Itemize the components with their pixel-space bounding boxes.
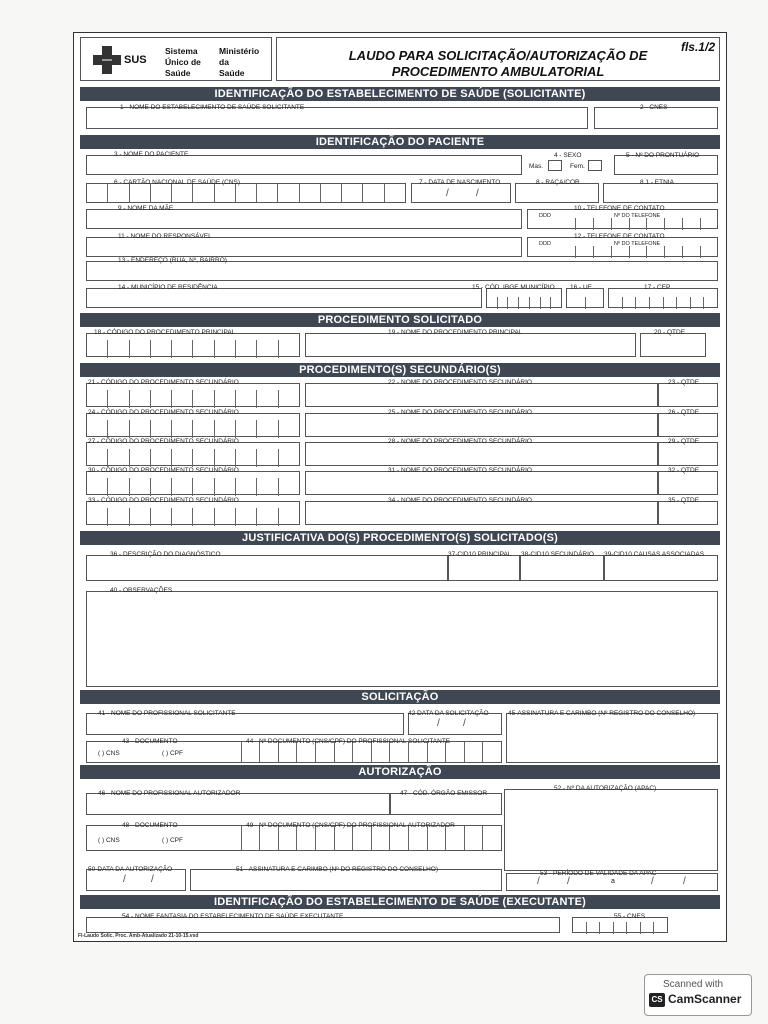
- responsible-name-field[interactable]: [86, 237, 522, 257]
- phone-2-number-label: Nº DO TELEFONE: [614, 241, 661, 247]
- ibge-code-label: 15 - CÓD. IBGE MUNICÍPIO: [472, 284, 555, 291]
- section-paciente-header: IDENTIFICAÇÃO DO PACIENTE: [80, 135, 720, 149]
- authorization-date-field[interactable]: / /: [86, 869, 186, 891]
- main-procedure-qty-field[interactable]: [640, 333, 706, 357]
- main-procedure-name-label: 19 - NOME DO PROCEDIMENTO PRINCIPAL: [388, 329, 523, 336]
- apac-number-field[interactable]: [504, 789, 718, 871]
- section-autorizacao-header: AUTORIZAÇÃO: [80, 765, 720, 779]
- executor-cnes-label: 55 - CNES: [614, 913, 646, 920]
- section-solicitante-header: IDENTIFICAÇÃO DO ESTABELECIMENTO DE SAÚDE (SOLICITANTE): [80, 87, 720, 101]
- section-justificativa-header: JUSTIFICATIVA DO(S) PROCEDIMENTO(S) SOLICITADO(S): [80, 531, 720, 545]
- etnia-field[interactable]: [603, 183, 718, 203]
- phone-2-label: 12 - TELEFONE DE CONTATO: [574, 233, 665, 240]
- observations-label: 40 - OBSERVAÇÕES: [110, 587, 173, 594]
- patient-name-label: 3 - NOME DO PACIENTE: [114, 151, 189, 158]
- secondary-code-label: 21 - CÓDIGO DO PROCEDIMENTO SECUNDÁRIO: [88, 379, 239, 386]
- section-secundarios-header: PROCEDIMENTO(S) SECUNDÁRIO(S): [80, 363, 720, 377]
- requester-signature-field[interactable]: [506, 713, 718, 763]
- address-label: 13 - ENDEREÇO (RUA, Nº, BAIRRO): [118, 257, 227, 264]
- scanned-with-text: Scanned with: [663, 979, 724, 990]
- camscanner-text: CamScanner: [668, 992, 742, 1006]
- form-sheet: [73, 32, 727, 942]
- secondary-name-label: 22 - NOME DO PROCEDIMENTO SECUNDÁRIO: [388, 379, 532, 386]
- phone-1-ddd-label: DDD: [539, 213, 551, 219]
- secondary-name-label: 28 - NOME DO PROCEDIMENTO SECUNDÁRIO: [388, 438, 532, 445]
- requester-name-label: 41 - NOME DO PROFISSIONAL SOLICITANTE: [98, 710, 236, 717]
- secondary-qty-label: 35 - QTDE: [668, 497, 700, 504]
- camscanner-logo-icon: CS: [649, 993, 665, 1007]
- secondary-name-label: 34 - NOME DO PROCEDIMENTO SECUNDÁRIO: [388, 497, 532, 504]
- apac-validity-field[interactable]: / / a / /: [506, 873, 718, 891]
- request-date-label: 42 DATA DA SOLICITAÇÃO: [408, 710, 489, 717]
- secondary-name-field[interactable]: [305, 383, 658, 407]
- main-procedure-code-label: 18 - CÓDIGO DO PROCEDIMENTO PRINCIPAL: [94, 329, 236, 336]
- secondary-code-field[interactable]: [86, 383, 300, 407]
- establishment-name-label: 1 - NOME DO ESTABELECIMENTO DE SAÚDE SOLICITANTE: [120, 104, 305, 111]
- secondary-name-field[interactable]: [305, 413, 658, 437]
- raca-cor-label: 8 - RAÇA/COR: [536, 179, 580, 186]
- ibge-code-field[interactable]: [486, 288, 562, 308]
- secondary-code-label: 30 - CÓDIGO DO PROCEDIMENTO SECUNDÁRIO: [88, 467, 239, 474]
- etnia-label: 8.1 - ETNIA: [640, 179, 674, 186]
- patient-name-field[interactable]: [86, 155, 522, 175]
- form-version-note: FI-Laudo Solic. Proc. Amb-Atualizado 21-10-15.vsd: [78, 933, 199, 939]
- birthdate-field[interactable]: / /: [411, 183, 511, 203]
- authorizer-cpf-option[interactable]: ( ) CPF: [162, 837, 183, 844]
- sus-logo-block: [80, 37, 272, 81]
- cid10-causes-label: 39-CID10 CAUSAS ASSOCIADAS: [604, 551, 705, 558]
- cid10-secondary-label: 38-CID10 SECUNDÁRIO: [521, 551, 594, 558]
- observations-field[interactable]: [86, 591, 718, 687]
- secondary-qty-label: 26 - QTDE: [668, 409, 700, 416]
- secondary-code-field[interactable]: [86, 442, 300, 466]
- responsible-name-label: 11 - NOME DO RESPONSÁVEL: [118, 233, 212, 240]
- secondary-qty-label: 23 - QTDE: [668, 379, 700, 386]
- apac-validity-to: a: [611, 878, 615, 885]
- secondary-qty-field[interactable]: [658, 501, 718, 525]
- cid10-main-field[interactable]: [448, 555, 520, 581]
- mother-name-label: 9 - NOME DA MÃE: [118, 205, 174, 212]
- prontuario-label: 5 - Nº DO PRONTUÁRIO: [626, 152, 700, 159]
- cep-field[interactable]: [608, 288, 718, 308]
- section-procedimento-header: PROCEDIMENTO SOLICITADO: [80, 313, 720, 327]
- cid10-secondary-field[interactable]: [520, 555, 604, 581]
- section-executante-header: IDENTIFICAÇÃO DO ESTABELECIMENTO DE SAÚDE (EXECUTANTE): [80, 895, 720, 909]
- raca-cor-field[interactable]: [515, 183, 599, 203]
- main-procedure-qty-label: 20 - QTDE: [654, 329, 686, 336]
- uf-field[interactable]: [566, 288, 604, 308]
- secondary-code-field[interactable]: [86, 471, 300, 495]
- form-title-line2: PROCEDIMENTO AMBULATORIAL: [391, 64, 605, 79]
- sistema-text: Sistema Único de Saúde: [165, 46, 201, 78]
- cns-label: 6 - CARTÃO NACIONAL DE SAÚDE (CNS): [114, 179, 241, 186]
- sex-label: 4 - SEXO: [554, 152, 582, 159]
- authorizer-document-label: 48 - DOCUMENTO: [122, 822, 178, 829]
- birthdate-label: 7 - DATA DE NASCIMENTO: [419, 179, 501, 186]
- secondary-name-label: 31 - NOME DO PROCEDIMENTO SECUNDÁRIO: [388, 467, 532, 474]
- main-procedure-name-field[interactable]: [305, 333, 636, 357]
- mother-name-field[interactable]: [86, 209, 522, 229]
- requester-doc-number-label: 44 - Nº DOCUMENTO (CNS/CPF) DO PROFISSIONAL SOLICITANTE: [246, 738, 451, 745]
- secondary-qty-field[interactable]: [658, 413, 718, 437]
- sex-fem-checkbox[interactable]: [588, 160, 602, 171]
- sus-label: SUS: [124, 54, 147, 66]
- camscanner-badge: [644, 974, 752, 1016]
- diagnosis-label: 36 - DESCRIÇÃO DO DIAGNÓSTICO: [110, 551, 221, 558]
- requester-cns-option[interactable]: ( ) CNS: [98, 750, 120, 757]
- secondary-code-label: 27 - CÓDIGO DO PROCEDIMENTO SECUNDÁRIO: [88, 438, 239, 445]
- title-block: [276, 37, 720, 81]
- authorizer-cns-option[interactable]: ( ) CNS: [98, 837, 120, 844]
- page-number: fls.1/2: [680, 40, 715, 54]
- cns-field[interactable]: [86, 183, 406, 203]
- secondary-code-label: 24 - CÓDIGO DO PROCEDIMENTO SECUNDÁRIO: [88, 409, 239, 416]
- section-solicitacao-header: SOLICITAÇÃO: [80, 690, 720, 704]
- sex-fem-label: Fem.: [570, 163, 585, 170]
- sex-mas-label: Mas.: [529, 163, 544, 170]
- secondary-code-label: 33 - CÓDIGO DO PROCEDIMENTO SECUNDÁRIO: [88, 497, 239, 504]
- secondary-name-field[interactable]: [305, 471, 658, 495]
- secondary-qty-label: 29 - QTDE: [668, 438, 700, 445]
- requester-signature-label: 45-ASSINATURA E CARIMBO (Nº REGISTRO DO CONSELHO): [508, 710, 696, 717]
- cid10-causes-field[interactable]: [604, 555, 718, 581]
- sus-cross-icon: [93, 46, 121, 74]
- apac-validity-label: 53 - PERÍODO DE VALIDADE DA APAC: [540, 870, 657, 877]
- authorization-date-label: 50-DATA DA AUTORIZAÇÃO: [88, 866, 173, 873]
- secondary-qty-label: 32 - QTDE: [668, 467, 700, 474]
- sex-mas-checkbox[interactable]: [548, 160, 562, 171]
- secondary-code-field[interactable]: [86, 501, 300, 525]
- secondary-code-field[interactable]: [86, 413, 300, 437]
- secondary-name-field[interactable]: [305, 501, 658, 525]
- main-procedure-code-field[interactable]: [86, 333, 300, 357]
- requester-cpf-option[interactable]: ( ) CPF: [162, 750, 183, 757]
- secondary-qty-field[interactable]: [658, 442, 718, 466]
- apac-number-label: 52 - Nº DA AUTORIZAÇÃO (APAC): [554, 785, 657, 792]
- phone-1-number-label: Nº DO TELEFONE: [614, 213, 661, 219]
- address-field[interactable]: [86, 261, 718, 281]
- requester-document-label: 43 - DOCUMENTO: [122, 738, 178, 745]
- phone-1-label: 10 - TELEFONE DE CONTATO: [574, 205, 665, 212]
- uf-label: 16 - UF: [570, 284, 592, 291]
- secondary-name-label: 25 - NOME DO PROCEDIMENTO SECUNDÁRIO: [388, 409, 532, 416]
- cid10-main-label: 37-CID10 PRINCIPAL: [448, 551, 512, 558]
- secondary-qty-field[interactable]: [658, 383, 718, 407]
- secondary-name-field[interactable]: [305, 442, 658, 466]
- cnes-label: 2 - CNES: [640, 104, 668, 111]
- phone-2-ddd-label: DDD: [539, 241, 551, 247]
- executor-name-label: 54 - NOME FANTASIA DO ESTABELECIMENTO DE SAÚDE EXECUTANTE: [122, 913, 344, 920]
- authorizer-signature-label: 51 - ASSINATURA E CARIMBO (Nº DO REGISTRO DO CONSELHO): [236, 866, 438, 873]
- request-date-field[interactable]: / /: [408, 713, 502, 735]
- diagnosis-field[interactable]: [86, 555, 448, 581]
- municipality-field[interactable]: [86, 288, 482, 308]
- form-title-line1: LAUDO PARA SOLICITAÇÃO/AUTORIZAÇÃO DE: [348, 48, 648, 63]
- authorizer-doc-number-label: 49 - Nº DOCUMENTO (CNS/CPF) DO PROFISSIONAL AUTORIZADOR: [246, 822, 455, 829]
- municipality-label: 14 - MUNICÍPIO DE RESIDÊNCIA: [118, 284, 218, 291]
- issuer-code-label: 47 - CÓD. ÓRGÃO EMISSOR: [400, 790, 488, 797]
- secondary-qty-field[interactable]: [658, 471, 718, 495]
- cep-label: 17 - CEP: [644, 284, 671, 291]
- ministerio-text: Ministério da Saúde: [219, 46, 260, 78]
- authorizer-name-label: 46 - NOME DO PROFISSIONAL AUTORIZADOR: [98, 790, 241, 797]
